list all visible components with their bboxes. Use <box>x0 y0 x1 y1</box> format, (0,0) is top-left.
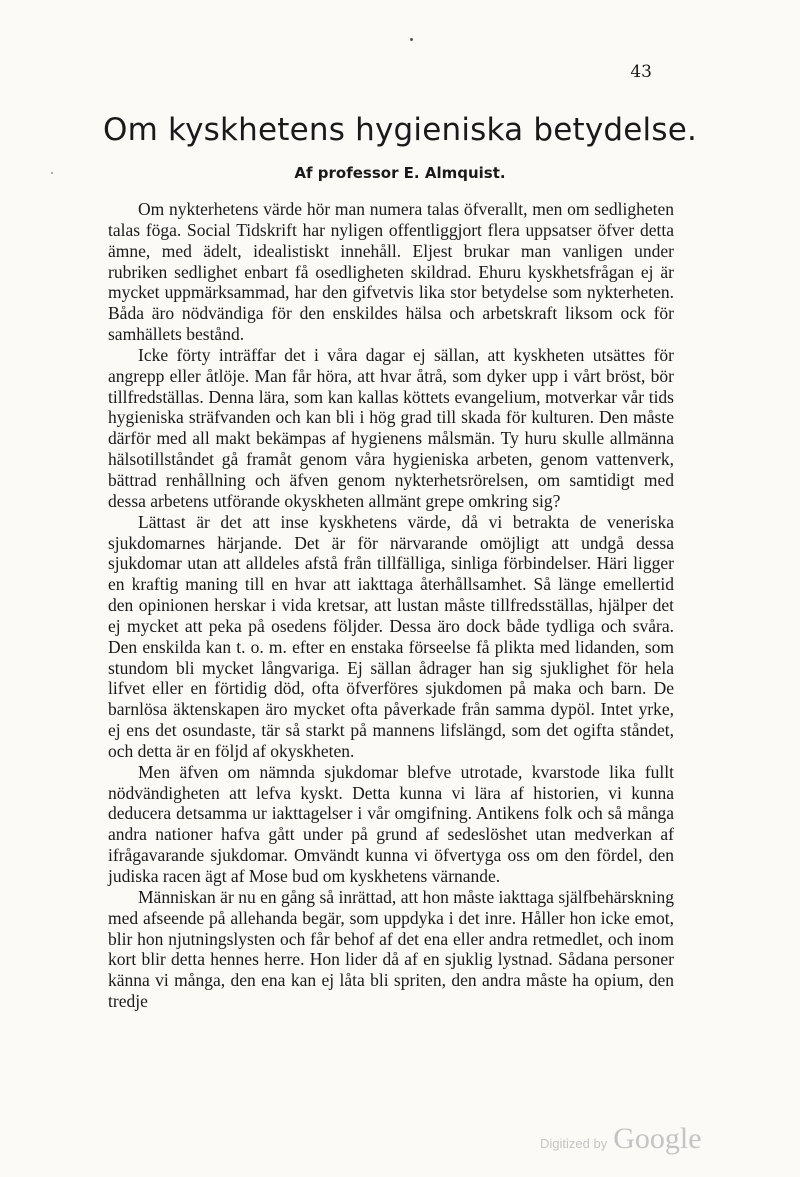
article-title: Om kyskhetens hygieniska betydelse. <box>102 112 698 148</box>
digitized-by-google-watermark <box>540 1122 702 1156</box>
paragraph: Lättast är det att inse kyskhetens värde, då vi betrakta de veneriska sjukdomarnes härjande. Det är för närvarande omöjligt att undgå dessa sjukdomar utan att alldeles afstå från tillfälliga, sinliga förbindelser. Häri ligger en kraftig maning till en hvar att iakttaga återhållsamhet. Så länge emellertid den opinionen herskar i vida kretsar, att lustan måste tillfredsställas, hjälper det ej mycket att peka på osedens följder. Dessa äro dock både tydliga och svåra. Den enskilda kan t. o. m. efter en enstaka förseelse få plikta med lidanden, som stundom bli mycket långvariga. Ej sällan ådrager han sig sjuklighet för hela lifvet eller en förtidig död, ofta öfverföres sjukdomen på maka och barn. De barnlösa äktenskapen äro mycket ofta påverkade från samma dypöl. Intet yrke, ej ens det osundaste, tär så starkt på mannens lifslängd, som det ogifta ståndet, och detta är en följd af okyskheten. <box>108 511 674 761</box>
article-body <box>108 199 674 1012</box>
google-logo: Google <box>613 1122 702 1155</box>
print-speck <box>410 38 413 41</box>
paragraph: Icke förty inträffar det i våra dagar ej sällan, att kyskheten utsättes för angrepp eller åtlöje. Man får höra, att hvar åtrå, som dyker upp i vårt bröst, bör tillfredställas. Denna lära, som kan kallas köttets evangelium, motverkar vår tids hygieniska sträfvanden och kan bli i hög grad till skada för kulturen. Den måste därför med all makt bekämpas af hygienens målsmän. Ty huru skulle allmänna hälsotillståndet gå framåt genom våra hygieniska arbeten, genom vattenverk, bättrad renhållning och äfven genom nykterhetsrörelsen, om samtidigt med dessa arbetens utförande okyskheten allmänt grepe omkring sig? <box>108 344 674 511</box>
page-number: 43 <box>630 62 652 82</box>
paragraph: Om nykterhetens värde hör man numera talas öfverallt, men om sedligheten talas föga. Social Tidskrift har nyligen offentliggjort flera uppsatser öfver detta ämne, med ädelt, idealistiskt innehåll. Eljest brukar man vanligen under rubriken sedlighet enbart få osedligheten skildrad. Ehuru kyskhetsfrågan ej är mycket uppmärksammad, har den gifvetvis lika stor betydelse som nykterheten. Båda äro nödvändiga för den enskildes hälsa och arbetskraft liksom ock för samhällets bestånd. <box>108 199 674 345</box>
watermark-prefix: Digitized by <box>540 1136 608 1151</box>
paragraph: Men äfven om nämnda sjukdomar blefve utrotade, kvarstode lika fullt nödvändigheten att lefva kyskt. Detta kunna vi lära af historien, vi kunna deducera detsamma ur iakttagelser i vår omgifning. Antikens folk och så många andra nationer hafva gått under på grund af sedeslöshet utan medverkan af ifrågavarande sjukdomar. Omvändt kunna vi öfvertyga oss om den fördel, den judiska racen ägt af Mose bud om kyskhetens värnande. <box>108 761 674 886</box>
paragraph: Människan är nu en gång så inrättad, att hon måste iakttaga själfbehärskning med afseende på allehanda begär, som uppdyka i det inre. Håller hon icke emot, blir hon njutningslysten och får behof af det ena eller andra retmedlet, och inom kort blir detta hennes herre. Hon lider då af en sjuklig lystnad. Sådana personer känna vi många, den ena kan ej låta bli spriten, den andra måste ha opium, den tredje <box>108 886 674 1012</box>
author-byline: Af professor E. Almquist. <box>294 164 506 182</box>
